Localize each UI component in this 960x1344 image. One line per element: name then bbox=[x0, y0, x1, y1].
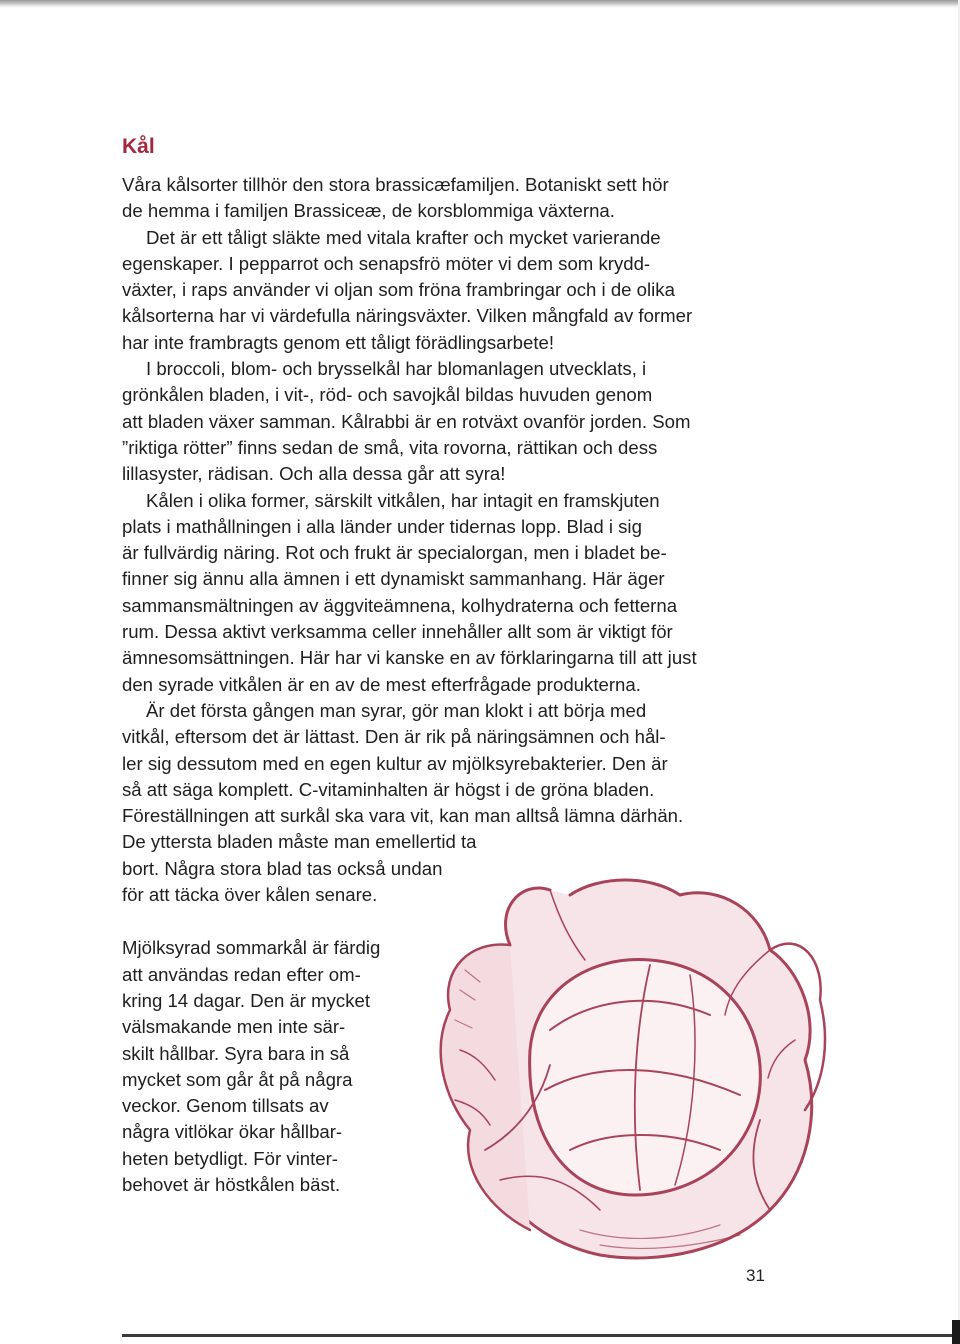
text-line: grönkålen bladen, i vit-, röd- och savojkål bildas huvuden genom bbox=[122, 384, 653, 406]
text-line: är fullvärdig näring. Rot och frukt är specialorgan, men i bladet be- bbox=[122, 542, 667, 564]
text-line: egenskaper. I pepparrot och senapsfrö möter vi dem som krydd- bbox=[122, 252, 651, 274]
text-line: ”riktiga rötter” finns sedan de små, vita rovorna, rättikan och dess bbox=[122, 436, 658, 458]
text-line: rum. Dessa aktivt verksamma celler innehåller allt som är viktigt för bbox=[122, 621, 673, 643]
text-line: har inte frambragts genom ett tåligt förädlingsarbete! bbox=[122, 331, 555, 353]
text-line: plats i mathållningen i alla länder under tidernas lopp. Blad i sig bbox=[122, 515, 642, 537]
text-line: Kålen i olika former, särskilt vitkålen, har intagit en framskjuten bbox=[146, 489, 660, 511]
text-line: de hemma i familjen Brassiceæ, de korsblommiga växterna. bbox=[122, 200, 615, 222]
sidebar-text-line: Mjölksyrad sommarkål är färdig bbox=[122, 937, 381, 959]
text-line: ämnesomsättningen. Här har vi kanske en av förklaringarna till att just bbox=[122, 647, 697, 669]
text-line: den syrade vitkålen är en av de mest efterfrågade produkterna. bbox=[122, 673, 641, 695]
text-line: De yttersta bladen måste man emellertid ta bbox=[122, 831, 477, 853]
page-title: Kål bbox=[122, 135, 155, 158]
text-line: för att täcka över kålen senare. bbox=[122, 884, 378, 906]
cabbage-head bbox=[530, 960, 761, 1195]
text-line: så att säga komplett. C-vitaminhalten är högst i de gröna bladen. bbox=[122, 778, 655, 800]
sidebar-text-line: kring 14 dagar. Den är mycket bbox=[122, 989, 371, 1011]
text-line: bort. Några stora blad tas också undan bbox=[122, 857, 443, 879]
text-line: kålsorterna har vi värdefulla näringsväxter. Vilken mångfald av former bbox=[122, 305, 693, 327]
sidebar-text-line: att användas redan efter om- bbox=[122, 963, 361, 985]
sidebar-text-line: behovet är höstkålen bäst. bbox=[122, 1173, 341, 1195]
page-number: 31 bbox=[746, 1266, 765, 1285]
text-line: växter, i raps använder vi oljan som fröna frambringar och i de olika bbox=[122, 279, 675, 301]
sidebar-text-line: heten betydligt. För vinter- bbox=[122, 1147, 338, 1169]
text-line: att bladen växer samman. Kålrabbi är en rotväxt ovanför jorden. Som bbox=[122, 410, 691, 432]
sidebar-text-line: några vitlökar ökar hållbar- bbox=[122, 1121, 343, 1143]
sidebar-text-line: välsmakande men inte sär- bbox=[122, 1016, 346, 1038]
text-line: finner sig ännu alla ämnen i ett dynamiskt sammanhang. Här äger bbox=[122, 568, 665, 590]
cabbage-illustration bbox=[400, 850, 830, 1270]
text-line: vitkål, eftersom det är lättast. Den är rik på näringsämnen och hål- bbox=[122, 726, 666, 748]
text-line: Våra kålsorter tillhör den stora brassicæfamiljen. Botaniskt sett hör bbox=[122, 174, 669, 195]
text-line: ler sig dessutom med en egen kultur av mjölksyrebakterier. Den är bbox=[122, 752, 668, 774]
text-line: Det är ett tåligt släkte med vitala krafter och mycket varierande bbox=[146, 226, 661, 248]
sidebar-text-line: mycket som går åt på några bbox=[122, 1068, 353, 1090]
top-border bbox=[0, 0, 960, 8]
bottom-border bbox=[122, 1334, 960, 1337]
text-line: Föreställningen att surkål ska vara vit, kan man alltså lämna därhän. bbox=[122, 805, 684, 827]
text-line: lillasyster, rädisan. Och alla dessa går att syra! bbox=[122, 463, 506, 485]
text-line: sammansmältningen av äggviteämnena, kolhydraterna och fetterna bbox=[122, 594, 678, 616]
text-line: I broccoli, blom- och brysselkål har blomanlagen utvecklats, i bbox=[146, 358, 647, 380]
sidebar-text-line: veckor. Genom tillsats av bbox=[122, 1095, 329, 1117]
corner-mark bbox=[952, 1320, 960, 1344]
sidebar-text-line: skilt hållbar. Syra bara in så bbox=[122, 1042, 350, 1064]
text-line: Är det första gången man syrar, gör man klokt i att börja med bbox=[146, 699, 647, 721]
